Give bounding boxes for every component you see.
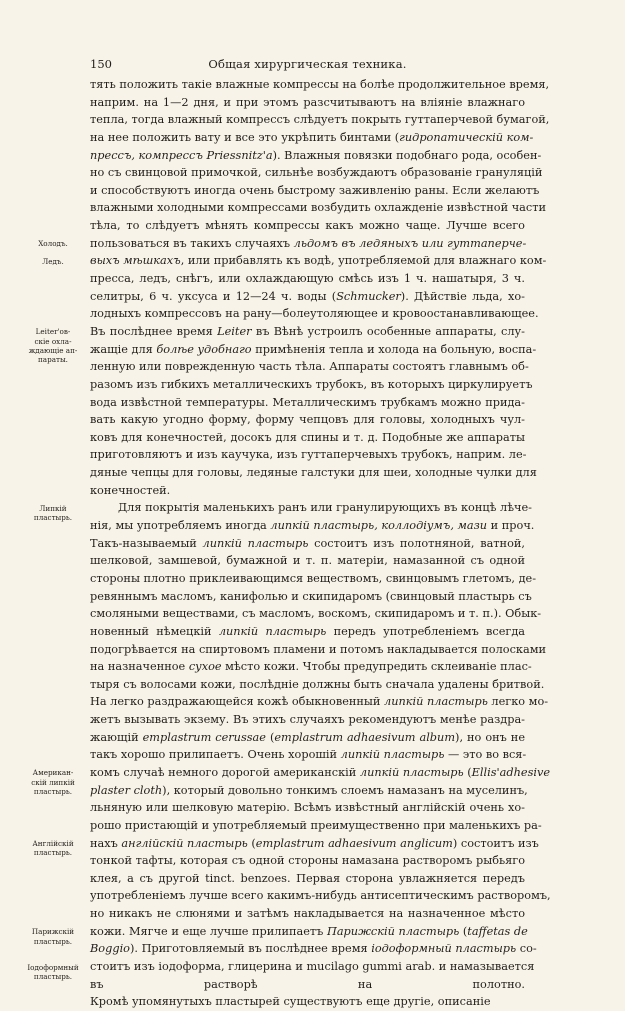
text-line: подогрѣвается на спиртовомъ пламени и потомъ накладывается полосками [90, 642, 547, 656]
page-title: Общая хирургическая техника. [208, 57, 407, 71]
margin-note: Парижскій пластырь. [31, 927, 75, 946]
running-head [90, 56, 525, 72]
text-line: нія, мы употребляемъ иногда липкій пластырь, коллодіумъ, мази и проч. [90, 519, 535, 533]
text-line: смоляными веществами, съ масломъ, воскомъ, скипидаромъ и т. п.). Обык- [90, 607, 542, 621]
text-line: рошо пристающій и употребляемый преимущественно при маленькихъ ра- [90, 818, 542, 832]
text-line: приготовляютъ и изъ каучука, изъ гуттаперчевыхъ трубокъ, наприм. ле- [90, 448, 527, 462]
text-line: Въ послѣднее время Leiter въ Вѣнѣ устроилъ особенные аппараты, слу- [90, 324, 525, 338]
text-line: комъ случаѣ немного дорогой американскій липкій пластырь (Ellis'adhesive [90, 765, 551, 779]
text-line: влажными холодными компрессами возбудить охлажденіе извѣстной части [90, 201, 547, 215]
margin-note: Leiter'ов- скіе охла- ждающіе ап- параты. [28, 327, 78, 365]
text-line: ленную или поврежденную часть тѣла. Аппараты состоятъ главнымъ об- [90, 360, 529, 374]
text-line: тыря съ волосами кожи, послѣдніе должны быть сначала удалены бритвой. [90, 677, 545, 691]
body-text [27, 76, 551, 1011]
text-line: жающій emplastrum cerussae (emplastrum adhaesivum album), но онъ не [90, 730, 526, 744]
text-line: пользоваться въ такихъ случаяхъ льдомъ въ ледяныхъ или гуттаперче- [90, 236, 527, 250]
text-line: на нее положить вату и все это укрѣпить бинтами (гидропатическій ком- [90, 130, 534, 144]
text-line: конечностей. [90, 483, 171, 497]
margin-note: Ледъ. [42, 256, 64, 266]
text-line: вода извѣстной температуры. Металлическимъ трубкамъ можно прида- [90, 395, 525, 409]
text-line: такъ хорошо прилипаетъ. Очень хорошій липкій пластырь — это во вся- [90, 748, 527, 762]
text-line: дяные чепцы для головы, ледяные галстуки для шеи, холодные чулки для [90, 466, 537, 480]
text-line: шелковой, замшевой, бумажной и т. п. матеріи, намазанной съ одной [90, 554, 525, 568]
text-line: клея, а съ другой tinct. benzoes. Первая сторона увлажняется передъ [90, 871, 525, 885]
text-line: тѣла, то слѣдуетъ мѣнять компрессы какъ можно чаще. Лучше всего [90, 219, 525, 233]
text-line: въ растворѣ на полотно. [90, 977, 525, 991]
text-line: жащіе для болѣе удобнаго примѣненія тепла и холода на больную, воспа- [90, 342, 537, 356]
margin-note: Англійскій пластырь. [32, 838, 74, 858]
text-line: Boggio). Приготовляемый въ послѣднее время іодоформный пластырь со- [90, 942, 537, 956]
text-line: но никакъ не слюнями и затѣмъ накладывается на назначенное мѣсто [90, 907, 525, 921]
margin-note: Липкій пластырь. [33, 503, 73, 522]
text-line: селитры, 6 ч. уксуса и 12—24 ч. воды (Schmucker). Дѣйствіе льда, хо- [90, 289, 525, 303]
text-line: Для покрытія маленькихъ ранъ или гранулирующихъ въ концѣ лѣче- [118, 501, 532, 515]
text-line: на назначенное сухое мѣсто кожи. Чтобы предупредить склеиваніе плас- [90, 660, 532, 674]
text-line: пресса, ледъ, снѣгъ, или охлаждающую смѣсь изъ 1 ч. нашатыря, 3 ч. [90, 272, 525, 286]
margin-note: Холодъ. [38, 238, 68, 248]
text-line: ковъ для конечностей, досокъ для спины и т. д. Подобные же аппараты [90, 430, 525, 444]
text-line: льняную или шелковую матерію. Всѣмъ извѣстный англійскій очень хо- [90, 801, 525, 815]
text-line: кожи. Мягче и еще лучше прилипаетъ Парижскій пластырь (taffetas de [90, 924, 528, 938]
margin-note: Іодоформный пластырь. [27, 962, 79, 981]
text-line: plaster cloth), который довольно тонкимъ слоемъ намазанъ на муселинъ, [90, 783, 528, 797]
text-line: Кромѣ упомянутыхъ пластырей существуютъ еще другіе, описаніе [90, 995, 491, 1009]
text-line: лодныхъ компрессовъ на рану—болеутоляющее и кровоостанавливающее. [90, 307, 539, 321]
text-line: вать какую угодно форму, форму чепцовъ для головы, холодныхъ чул- [90, 413, 525, 427]
text-line: тонкой тафты, которая съ одной стороны намазана растворомъ рыбьяго [90, 854, 525, 868]
text-line: выхъ мѣшкахъ, или прибавлять къ водѣ, употребляемой для влажнаго ком- [90, 254, 547, 268]
text-line: На легко раздражающейся кожѣ обыкновенный липкій пластырь легко мо- [90, 695, 549, 709]
text-line: но съ свинцовой примочкой, сильнѣе возбуждаютъ образованіе грануляцій [90, 166, 543, 180]
text-line: Такъ-называемый липкій пластырь состоитъ изъ полотняной, ватной, [90, 536, 525, 550]
text-line: новенный нѣмецкій липкій пластырь передъ употребленіемъ всегда [90, 624, 526, 638]
text-line: тять положить такіе влажные компрессы на болѣе продолжительное время, [90, 78, 550, 91]
margin-note: Американ- скій липкій пластырь. [31, 768, 75, 797]
text-line: ревяннымъ масломъ, канифолью и скипидаромъ (свинцовый пластырь съ [90, 589, 532, 603]
text-line: прессъ, компрессъ Priessnitz'а). Влажныя повязки подобнаго рода, особен- [90, 148, 542, 162]
text-line: разомъ изъ гибкихъ металлическихъ трубокъ, въ которыхъ циркулируетъ [90, 377, 533, 391]
page-number: 150 [90, 57, 112, 71]
text-line: стоитъ изъ іодоформа, глицерина и mucilago gummi arab. и намазывается [90, 960, 535, 974]
text-line: тепла, тогда влажный компрессъ слѣдуетъ покрыть гуттаперчевой бумагой, [90, 113, 550, 127]
text-line: нахъ англійскій пластырь (emplastrum adhaesivum anglicum) состоитъ изъ [90, 836, 539, 850]
text-line: стороны плотно приклеивающимся веществомъ, свинцовымъ глетомъ, де- [90, 571, 537, 585]
text-line: жетъ вызывать экзему. Въ этихъ случаяхъ рекомендуютъ менѣе раздра- [90, 713, 525, 727]
text-line: употребленіемъ лучше всего какимъ-нибудь антисептическимъ растворомъ, [90, 889, 551, 903]
text-line: наприм. на 1—2 дня, и при этомъ разсчитываютъ на вліяніе влажнаго [90, 95, 525, 109]
text-line: и способствуютъ иногда очень быстрому заживленію раны. Если желаютъ [90, 183, 540, 197]
